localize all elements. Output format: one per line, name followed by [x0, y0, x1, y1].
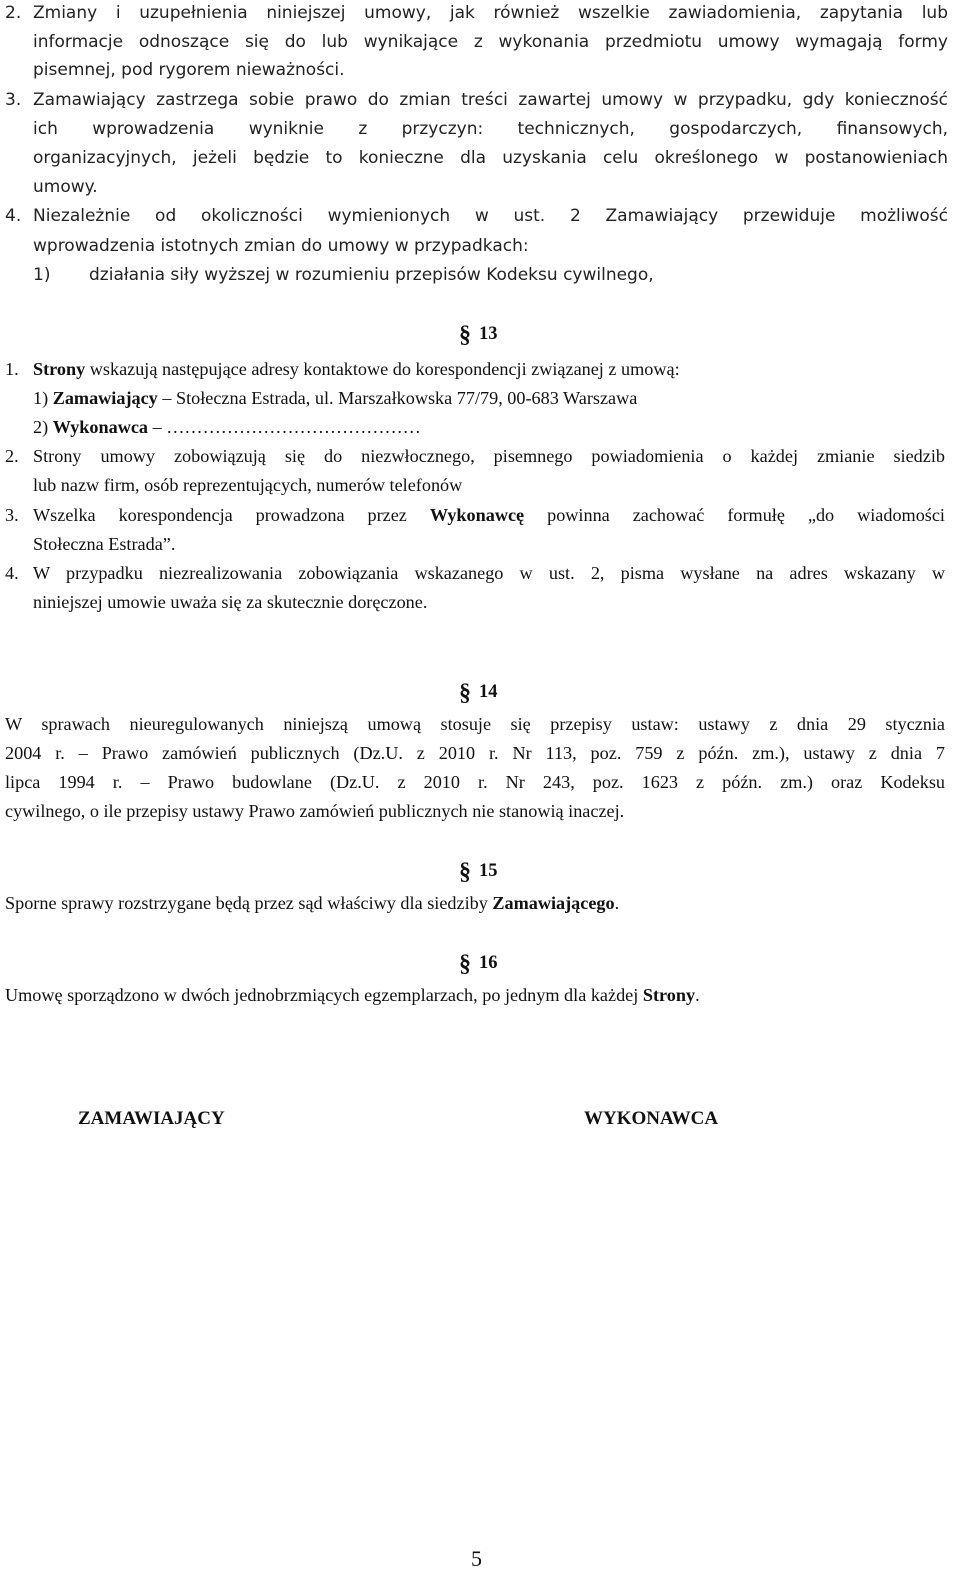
address-item: 2) Wykonawca – ……………………………………	[33, 417, 421, 437]
clause-text: wprowadzenia istotnych zmian do umowy w przypadkach:	[33, 236, 529, 256]
signature-label-employer: ZAMAWIAJĄCY	[78, 1108, 225, 1129]
section-heading: § 15	[459, 859, 498, 885]
clause-text: Zamawiający zastrzega sobie prawo do zmian treści zawartej umowy w przypadku, gdy konieczność	[33, 90, 948, 110]
clause-text: ich wprowadzenia wyniknie z przyczyn: technicznych, gospodarczych, finansowych,	[33, 119, 948, 139]
clause-text: Strony umowy zobowiązują się do niezwłocznego, pisemnego powiadomienia o każdej zmianie siedzib	[33, 446, 945, 466]
section-text: Sporne sprawy rozstrzygane będą przez sąd właściwy dla siedziby Zamawiającego.	[5, 893, 620, 913]
clause-text: organizacyjnych, jeżeli będzie to konieczne dla uzyskania celu określonego w postanowieniach	[33, 148, 948, 168]
section-text: cywilnego, o ile przepisy ustawy Prawo zamówień publicznych nie stanowią inaczej.	[5, 801, 625, 821]
signature-label-contractor: WYKONAWCA	[584, 1108, 719, 1129]
clause-text: lub nazw firm, osób reprezentujących, numerów telefonów	[33, 475, 463, 495]
clause-number: 3.	[5, 90, 22, 110]
clause-text: Strony wskazują następujące adresy kontaktowe do korespondencji związanej z umową:	[33, 359, 680, 379]
clause-text: umowy.	[33, 177, 98, 197]
clause-text: pisemnej, pod rygorem nieważności.	[33, 60, 345, 80]
section-text: lipca 1994 r. – Prawo budowlane (Dz.U. z 2010 r. Nr 243, poz. 1623 z późn. zm.) oraz Kodeksu	[5, 772, 945, 792]
section-heading: § 16	[459, 951, 498, 977]
page-number: 5	[471, 1546, 482, 1571]
clause-text: informacje odnoszące się do lub wynikające z wykonania przedmiotu umowy wymagają formy	[33, 32, 948, 52]
clause-number: 2.	[5, 3, 22, 23]
clause-number: 2.	[5, 446, 19, 466]
clause-text: Niezależnie od okoliczności wymienionych w ust. 2 Zamawiający przewiduje możliwość	[33, 206, 948, 226]
section-text: Umowę sporządzono w dwóch jednobrzmiących egzemplarzach, po jednym dla każdej Strony.	[5, 985, 700, 1005]
clause-number: 3.	[5, 505, 19, 525]
list-item: działania siły wyższej w rozumieniu przepisów Kodeksu cywilnego,	[89, 265, 654, 285]
clause-text: Stołeczna Estrada”.	[33, 534, 176, 554]
clause-text: Zmiany i uzupełnienia niniejszej umowy, jak również wszelkie zawiadomienia, zapytania lub	[33, 3, 948, 23]
clause-text: W przypadku niezrealizowania zobowiązania wskazanego w ust. 2, pisma wysłane na adres wskazany w	[33, 563, 945, 583]
section-text: W sprawach nieuregulowanych niniejszą umową stosuje się przepisy ustaw: ustawy z dnia 29 stycznia	[5, 714, 945, 734]
clause-text: Wszelka korespondencja prowadzona przez Wykonawcę powinna zachować formułę „do wiadomości	[33, 505, 945, 525]
list-number: 1)	[33, 265, 51, 285]
clause-number: 4.	[5, 206, 22, 226]
section-heading: § 14	[459, 680, 498, 706]
address-item: 1) Zamawiający – Stołeczna Estrada, ul. Marszałkowska 77/79, 00-683 Warszawa	[33, 388, 638, 408]
clause-number: 1.	[5, 359, 19, 379]
section-heading: § 13	[459, 322, 498, 348]
clause-number: 4.	[5, 563, 19, 583]
clause-text: niniejszej umowie uważa się za skutecznie doręczone.	[33, 592, 428, 612]
section-text: 2004 r. – Prawo zamówień publicznych (Dz.U. z 2010 r. Nr 113, poz. 759 z późn. zm.), ustawy z dnia 7	[5, 743, 945, 763]
